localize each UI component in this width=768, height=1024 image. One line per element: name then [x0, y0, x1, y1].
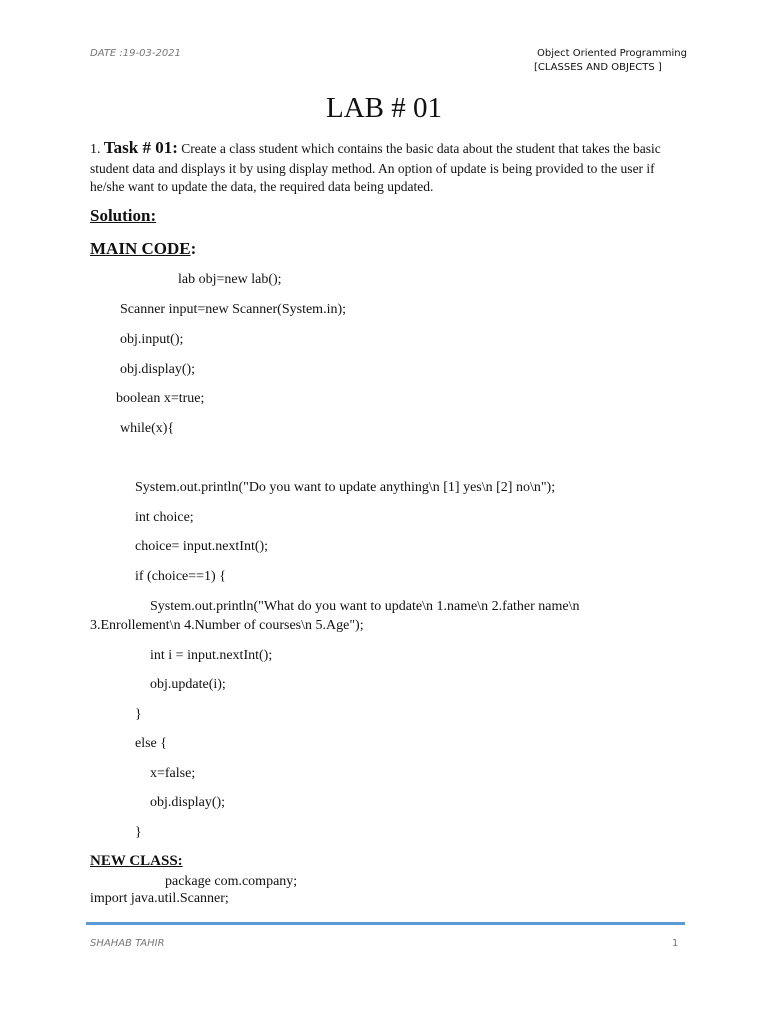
code-line: if (choice==1) {: [135, 569, 226, 584]
code-line: System.out.println("Do you want to update anything\n [1] yes\n [2] no\n");: [135, 480, 556, 495]
task-number: 1.: [90, 142, 101, 157]
code-line: choice= input.nextInt();: [135, 539, 269, 554]
code-line: obj.display();: [150, 795, 226, 810]
code-line: int i = input.nextInt();: [150, 648, 273, 663]
code-line: 3.Enrollement\n 4.Number of courses\n 5.Age");: [90, 618, 364, 633]
code-line: boolean x=true;: [116, 391, 205, 406]
new-class-code-line: package com.company;: [165, 874, 298, 889]
page-number: 1: [672, 938, 679, 949]
code-line: obj.input();: [120, 332, 184, 347]
footer-author: SHAHAB TAHIR: [90, 938, 165, 949]
code-line: lab obj=new lab();: [178, 272, 282, 287]
code-line: }: [135, 825, 142, 840]
task-paragraph: [90, 139, 690, 197]
main-code-heading: [90, 239, 196, 259]
solution-heading: Solution:: [90, 206, 157, 225]
new-class-heading: NEW CLASS:: [90, 853, 183, 869]
code-line: obj.update(i);: [150, 677, 226, 692]
task-label: Task # 01:: [103, 138, 178, 157]
code-line: x=false;: [150, 766, 196, 781]
code-line: obj.display();: [120, 362, 196, 377]
footer-divider: [86, 922, 685, 925]
code-line: else {: [135, 736, 167, 751]
code-line: }: [135, 707, 142, 722]
code-line: int choice;: [135, 510, 194, 525]
code-line: System.out.println("What do you want to update\n 1.name\n 2.father name\n: [150, 599, 580, 614]
task-text: Create a class student which contains the basic data about the student that takes the basic student data and displays it by using display method. An option of update is being provided to the user if he/she want to update the data, the required data being updated.: [90, 141, 661, 194]
code-line: Scanner input=new Scanner(System.in);: [120, 302, 347, 317]
header-date: DATE :19-03-2021: [90, 48, 181, 59]
code-line: while(x){: [120, 421, 175, 436]
main-code-heading-colon: :: [190, 239, 197, 258]
header-subject: Object Oriented Programming: [537, 48, 687, 59]
page-title: LAB # 01: [326, 92, 442, 124]
header-topic: [CLASSES AND OBJECTS ]: [534, 62, 662, 73]
new-class-code-line: import java.util.Scanner;: [90, 891, 229, 906]
main-code-heading-text: MAIN CODE: [90, 239, 191, 258]
